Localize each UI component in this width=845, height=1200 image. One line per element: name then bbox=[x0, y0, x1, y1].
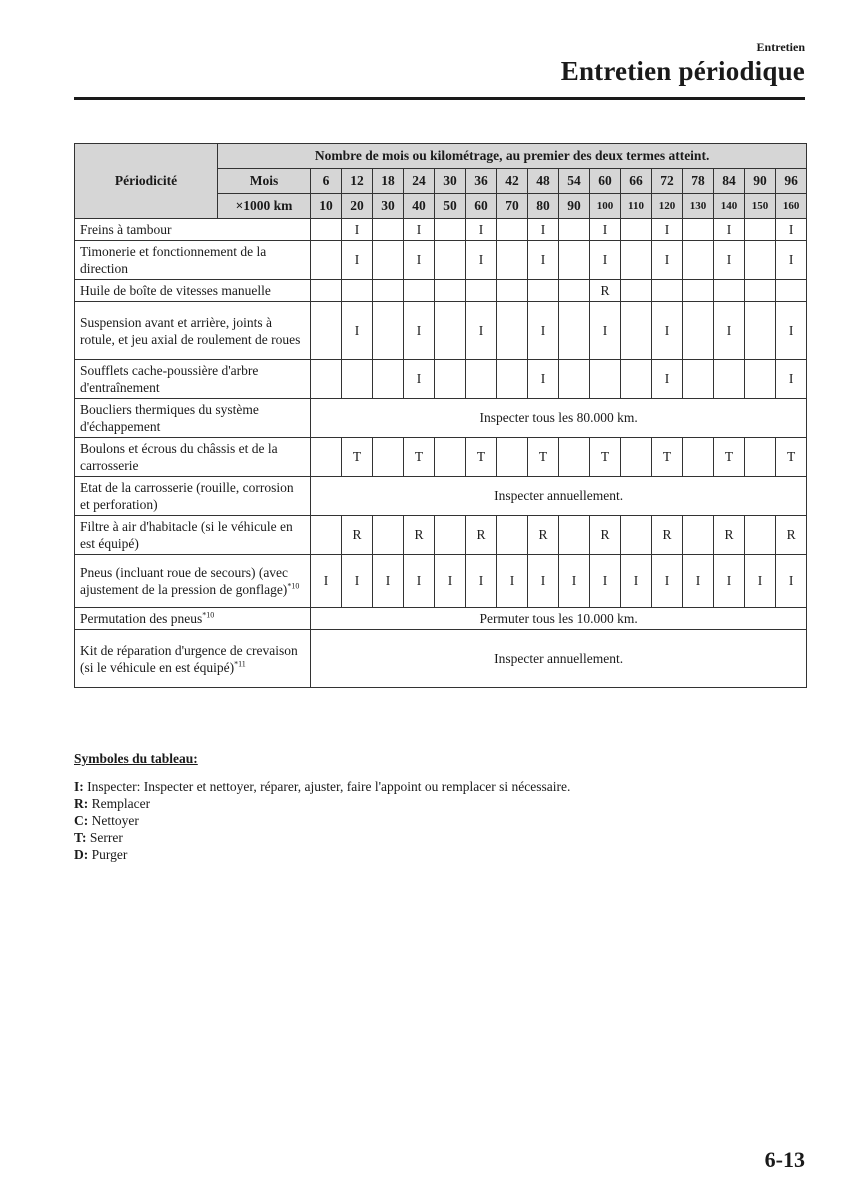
schedule-cell bbox=[373, 360, 404, 399]
schedule-cell: I bbox=[714, 555, 745, 608]
header-periodicity: Périodicité bbox=[75, 144, 218, 219]
schedule-cell: I bbox=[590, 219, 621, 241]
table-row bbox=[75, 630, 807, 688]
schedule-cell bbox=[466, 360, 497, 399]
header-month-value: 30 bbox=[435, 169, 466, 194]
header-km-value: 20 bbox=[342, 194, 373, 219]
footnote-ref: *10 bbox=[202, 610, 215, 620]
schedule-cell bbox=[683, 280, 714, 302]
schedule-cell: I bbox=[714, 219, 745, 241]
maintenance-schedule-table bbox=[74, 143, 807, 688]
schedule-cell bbox=[342, 360, 373, 399]
schedule-cell bbox=[559, 516, 590, 555]
schedule-cell: I bbox=[435, 555, 466, 608]
legend-item bbox=[74, 829, 570, 846]
row-item-label bbox=[75, 219, 311, 241]
schedule-cell bbox=[621, 438, 652, 477]
schedule-cell: I bbox=[404, 360, 435, 399]
header-month-value: 48 bbox=[528, 169, 559, 194]
schedule-cell bbox=[621, 516, 652, 555]
schedule-cell: I bbox=[466, 302, 497, 360]
header-km-value: 140 bbox=[714, 194, 745, 219]
schedule-cell: T bbox=[466, 438, 497, 477]
schedule-cell: I bbox=[621, 555, 652, 608]
header-km-value: 10 bbox=[311, 194, 342, 219]
schedule-cell bbox=[528, 280, 559, 302]
row-item-label bbox=[75, 360, 311, 399]
legend-item bbox=[74, 778, 570, 795]
schedule-cell: I bbox=[528, 555, 559, 608]
legend-key: D: bbox=[74, 847, 89, 862]
schedule-cell: I bbox=[528, 360, 559, 399]
row-item-text: Etat de la carrosserie (rouille, corrosion et perforation) bbox=[80, 480, 294, 512]
schedule-cell bbox=[404, 280, 435, 302]
schedule-cell bbox=[590, 360, 621, 399]
row-item-label bbox=[75, 438, 311, 477]
schedule-cell: I bbox=[776, 302, 807, 360]
legend-text: Inspecter: Inspecter et nettoyer, réparer, ajuster, faire l'appoint ou remplacer si nécessaire. bbox=[87, 779, 571, 794]
schedule-cell bbox=[683, 219, 714, 241]
table-row bbox=[75, 219, 807, 241]
header-km-value: 70 bbox=[497, 194, 528, 219]
schedule-cell: I bbox=[714, 302, 745, 360]
row-item-label bbox=[75, 477, 311, 516]
schedule-cell bbox=[497, 302, 528, 360]
schedule-cell: I bbox=[497, 555, 528, 608]
header-km-value: 40 bbox=[404, 194, 435, 219]
header-month-value: 84 bbox=[714, 169, 745, 194]
schedule-cell bbox=[435, 360, 466, 399]
header-month-value: 24 bbox=[404, 169, 435, 194]
schedule-cell bbox=[683, 438, 714, 477]
schedule-cell bbox=[497, 360, 528, 399]
schedule-cell bbox=[559, 438, 590, 477]
schedule-cell: I bbox=[311, 555, 342, 608]
legend-text: Remplacer bbox=[91, 796, 151, 811]
schedule-cell: I bbox=[466, 219, 497, 241]
schedule-cell: R bbox=[342, 516, 373, 555]
schedule-cell bbox=[683, 516, 714, 555]
schedule-cell: I bbox=[404, 302, 435, 360]
schedule-cell: I bbox=[466, 241, 497, 280]
legend-key: R: bbox=[74, 796, 89, 811]
schedule-cell bbox=[373, 280, 404, 302]
header-km-value: 120 bbox=[652, 194, 683, 219]
row-item-label bbox=[75, 608, 311, 630]
legend-text: Serrer bbox=[89, 830, 123, 845]
schedule-cell bbox=[745, 280, 776, 302]
schedule-cell: I bbox=[404, 555, 435, 608]
schedule-cell bbox=[776, 280, 807, 302]
table-legend bbox=[74, 750, 570, 863]
schedule-cell: I bbox=[342, 555, 373, 608]
schedule-cell: I bbox=[776, 219, 807, 241]
row-item-text: Timonerie et fonctionnement de la direction bbox=[80, 244, 267, 276]
header-month-value: 90 bbox=[745, 169, 776, 194]
schedule-cell: I bbox=[776, 241, 807, 280]
table-row bbox=[75, 477, 807, 516]
schedule-cell bbox=[621, 302, 652, 360]
schedule-cell: T bbox=[590, 438, 621, 477]
legend-key: I: bbox=[74, 779, 84, 794]
schedule-cell: I bbox=[342, 302, 373, 360]
table-row bbox=[75, 399, 807, 438]
schedule-cell bbox=[559, 219, 590, 241]
header-km-value: 80 bbox=[528, 194, 559, 219]
schedule-cell: R bbox=[652, 516, 683, 555]
row-item-text: Filtre à air d'habitacle (si le véhicule en est équipé) bbox=[80, 519, 293, 551]
schedule-cell: I bbox=[590, 302, 621, 360]
row-item-label bbox=[75, 516, 311, 555]
schedule-cell: I bbox=[776, 360, 807, 399]
schedule-cell bbox=[311, 280, 342, 302]
schedule-cell bbox=[621, 241, 652, 280]
schedule-cell bbox=[311, 302, 342, 360]
schedule-cell bbox=[745, 302, 776, 360]
row-item-text: Suspension avant et arrière, joints à rotule, et jeu axial de roulement de roues bbox=[80, 314, 301, 347]
row-item-text: Huile de boîte de vitesses manuelle bbox=[80, 283, 271, 298]
row-item-text: Soufflets cache-poussière d'arbre d'entraînement bbox=[80, 363, 259, 395]
schedule-cell bbox=[435, 516, 466, 555]
schedule-cell: I bbox=[528, 302, 559, 360]
schedule-cell bbox=[342, 280, 373, 302]
row-item-label bbox=[75, 555, 311, 608]
schedule-cell bbox=[311, 241, 342, 280]
schedule-cell: I bbox=[714, 241, 745, 280]
schedule-cell: R bbox=[590, 516, 621, 555]
section-name: Entretien bbox=[756, 40, 805, 54]
schedule-cell: T bbox=[404, 438, 435, 477]
schedule-cell bbox=[311, 219, 342, 241]
schedule-cell: T bbox=[714, 438, 745, 477]
schedule-cell: T bbox=[652, 438, 683, 477]
row-item-label bbox=[75, 630, 311, 688]
legend-item bbox=[74, 795, 570, 812]
row-span-instruction: Permuter tous les 10.000 km. bbox=[311, 608, 807, 630]
table-row bbox=[75, 302, 807, 360]
schedule-cell bbox=[435, 241, 466, 280]
row-item-text: Boucliers thermiques du système d'échappement bbox=[80, 402, 259, 434]
legend-text: Purger bbox=[91, 847, 128, 862]
row-item-text: Permutation des pneus bbox=[80, 611, 203, 626]
table-row bbox=[75, 608, 807, 630]
schedule-cell bbox=[621, 219, 652, 241]
header-interval-description: Nombre de mois ou kilométrage, au premier des deux termes atteint. bbox=[218, 144, 807, 169]
schedule-cell: I bbox=[528, 219, 559, 241]
schedule-cell: I bbox=[652, 555, 683, 608]
header-km-value: 130 bbox=[683, 194, 714, 219]
header-month-value: 36 bbox=[466, 169, 497, 194]
schedule-cell: R bbox=[466, 516, 497, 555]
schedule-cell bbox=[559, 302, 590, 360]
schedule-cell bbox=[311, 360, 342, 399]
table-row bbox=[75, 555, 807, 608]
schedule-cell: I bbox=[404, 241, 435, 280]
schedule-cell bbox=[435, 219, 466, 241]
schedule-cell bbox=[559, 241, 590, 280]
schedule-cell: I bbox=[590, 555, 621, 608]
header-km-value: 110 bbox=[621, 194, 652, 219]
schedule-cell bbox=[311, 438, 342, 477]
header-months-label: Mois bbox=[218, 169, 311, 194]
schedule-cell bbox=[435, 280, 466, 302]
legend-items bbox=[74, 778, 570, 863]
schedule-cell bbox=[714, 360, 745, 399]
header-km-value: 30 bbox=[373, 194, 404, 219]
schedule-cell bbox=[745, 219, 776, 241]
schedule-cell bbox=[745, 438, 776, 477]
legend-key: T: bbox=[74, 830, 87, 845]
schedule-cell: R bbox=[590, 280, 621, 302]
row-item-text: Kit de réparation d'urgence de crevaison (si le véhicule en est équipé) bbox=[80, 642, 298, 675]
header-month-value: 12 bbox=[342, 169, 373, 194]
row-item-label bbox=[75, 280, 311, 302]
row-span-instruction: Inspecter annuellement. bbox=[311, 477, 807, 516]
schedule-cell bbox=[621, 360, 652, 399]
schedule-cell bbox=[683, 360, 714, 399]
schedule-cell: I bbox=[652, 302, 683, 360]
schedule-cell bbox=[373, 241, 404, 280]
footnote-ref: *11 bbox=[234, 659, 246, 668]
schedule-cell bbox=[497, 219, 528, 241]
table-row bbox=[75, 280, 807, 302]
schedule-cell: I bbox=[683, 555, 714, 608]
schedule-cell bbox=[373, 219, 404, 241]
row-span-instruction: Inspecter tous les 80.000 km. bbox=[311, 399, 807, 438]
header-month-value: 6 bbox=[311, 169, 342, 194]
schedule-cell: I bbox=[590, 241, 621, 280]
header-km-value: 50 bbox=[435, 194, 466, 219]
row-span-instruction: Inspecter annuellement. bbox=[311, 630, 807, 688]
page-number: 6-13 bbox=[764, 1147, 805, 1172]
legend-text: Nettoyer bbox=[91, 813, 139, 828]
legend-item bbox=[74, 812, 570, 829]
legend-item bbox=[74, 846, 570, 863]
schedule-cell: I bbox=[652, 241, 683, 280]
schedule-cell: I bbox=[342, 241, 373, 280]
legend-key: C: bbox=[74, 813, 89, 828]
row-item-text: Boulons et écrous du châssis et de la carrosserie bbox=[80, 441, 278, 473]
row-item-text: Pneus (incluant roue de secours) (avec ajustement de la pression de gonflage) bbox=[80, 565, 289, 597]
schedule-cell: I bbox=[652, 219, 683, 241]
schedule-cell bbox=[373, 438, 404, 477]
header-divider bbox=[74, 97, 805, 100]
schedule-cell bbox=[497, 241, 528, 280]
row-item-text: Freins à tambour bbox=[80, 222, 172, 237]
table-row bbox=[75, 360, 807, 399]
schedule-cell bbox=[466, 280, 497, 302]
header-km-value: 160 bbox=[776, 194, 807, 219]
table-row bbox=[75, 516, 807, 555]
schedule-cell: R bbox=[528, 516, 559, 555]
header-month-value: 18 bbox=[373, 169, 404, 194]
header-month-value: 42 bbox=[497, 169, 528, 194]
schedule-cell bbox=[652, 280, 683, 302]
schedule-cell: I bbox=[528, 241, 559, 280]
schedule-cell: I bbox=[745, 555, 776, 608]
schedule-cell bbox=[559, 360, 590, 399]
header-month-value: 54 bbox=[559, 169, 590, 194]
schedule-cell: R bbox=[714, 516, 745, 555]
legend-title: Symboles du tableau: bbox=[74, 751, 198, 766]
schedule-cell: I bbox=[466, 555, 497, 608]
header-km-value: 60 bbox=[466, 194, 497, 219]
header-month-value: 96 bbox=[776, 169, 807, 194]
schedule-cell bbox=[683, 241, 714, 280]
header-km-value: 100 bbox=[590, 194, 621, 219]
header-km-label: ×1000 km bbox=[218, 194, 311, 219]
schedule-cell bbox=[714, 280, 745, 302]
schedule-cell: R bbox=[404, 516, 435, 555]
row-item-label bbox=[75, 399, 311, 438]
footnote-ref: *10 bbox=[287, 581, 300, 591]
page-title: Entretien périodique bbox=[560, 56, 805, 86]
schedule-cell: I bbox=[652, 360, 683, 399]
schedule-cell bbox=[497, 438, 528, 477]
schedule-cell bbox=[373, 302, 404, 360]
schedule-cell bbox=[373, 516, 404, 555]
schedule-cell: I bbox=[373, 555, 404, 608]
schedule-cell: T bbox=[342, 438, 373, 477]
header-km-value: 150 bbox=[745, 194, 776, 219]
header-month-value: 66 bbox=[621, 169, 652, 194]
schedule-cell bbox=[745, 360, 776, 399]
table-row bbox=[75, 241, 807, 280]
table-row bbox=[75, 438, 807, 477]
schedule-cell bbox=[497, 280, 528, 302]
schedule-cell bbox=[497, 516, 528, 555]
schedule-cell: T bbox=[776, 438, 807, 477]
schedule-cell: T bbox=[528, 438, 559, 477]
schedule-cell bbox=[621, 280, 652, 302]
schedule-cell bbox=[745, 241, 776, 280]
schedule-cell bbox=[435, 302, 466, 360]
schedule-cell bbox=[683, 302, 714, 360]
schedule-cell bbox=[745, 516, 776, 555]
schedule-cell: I bbox=[776, 555, 807, 608]
header-km-value: 90 bbox=[559, 194, 590, 219]
header-month-value: 72 bbox=[652, 169, 683, 194]
schedule-cell bbox=[435, 438, 466, 477]
schedule-cell: I bbox=[404, 219, 435, 241]
schedule-cell: R bbox=[776, 516, 807, 555]
schedule-cell bbox=[559, 280, 590, 302]
header-month-value: 60 bbox=[590, 169, 621, 194]
header-month-value: 78 bbox=[683, 169, 714, 194]
schedule-cell: I bbox=[559, 555, 590, 608]
row-item-label bbox=[75, 241, 311, 280]
row-item-label bbox=[75, 302, 311, 360]
schedule-cell bbox=[311, 516, 342, 555]
schedule-cell: I bbox=[342, 219, 373, 241]
